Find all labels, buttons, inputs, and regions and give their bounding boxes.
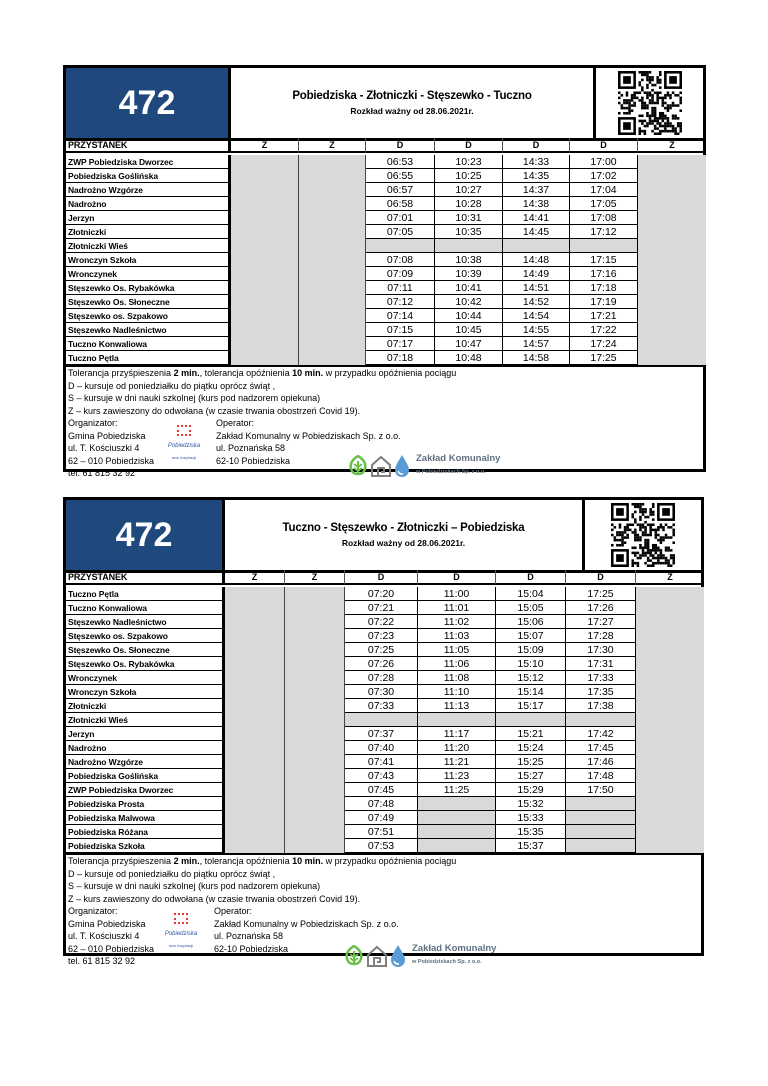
departure-time: 17:30 — [566, 643, 636, 657]
departure-time: 17:05 — [570, 197, 638, 211]
departure-time: 11:06 — [418, 657, 496, 671]
departure-time: 06:55 — [366, 169, 435, 183]
stop-row — [66, 351, 703, 365]
house-icon — [366, 945, 388, 967]
departure-time: 17:00 — [570, 155, 638, 169]
leaf-icon — [348, 455, 368, 477]
departure-time: 15:21 — [496, 727, 566, 741]
stop-name: Złotniczki — [66, 225, 231, 239]
departure-time: 10:39 — [435, 267, 503, 281]
stop-row — [66, 783, 701, 797]
no-departure-cell — [496, 713, 566, 727]
header-day-code: D — [503, 138, 570, 153]
stop-row — [66, 183, 703, 197]
departure-time: 11:20 — [418, 741, 496, 755]
route-title — [231, 68, 593, 138]
departure-time: 17:04 — [570, 183, 638, 197]
stop-row — [66, 629, 701, 643]
header-day-code: Z — [285, 570, 345, 585]
departure-time: 10:42 — [435, 295, 503, 309]
line-number-badge: 472 — [66, 500, 225, 570]
stop-name: Pobiedziska Różana — [66, 825, 225, 839]
departure-time: 17:18 — [570, 281, 638, 295]
departure-time: 07:33 — [345, 699, 418, 713]
departure-time: 07:11 — [366, 281, 435, 295]
qr-code[interactable] — [582, 500, 701, 570]
zaklad-komunalny-logo: Zakład Komunalny w Pobiedziskach Sp. z o.o. — [344, 943, 496, 968]
stop-row — [66, 601, 701, 615]
departure-time: 17:25 — [566, 587, 636, 601]
stop-row — [66, 727, 701, 741]
no-departure-cell — [503, 239, 570, 253]
departure-time: 07:15 — [366, 323, 435, 337]
route-name: Pobiedziska - Złotniczki - Stęszewko - Tuczno — [292, 90, 532, 102]
departure-time: 07:20 — [345, 587, 418, 601]
departure-time: 15:27 — [496, 769, 566, 783]
no-departure-cell — [566, 713, 636, 727]
departure-time: 15:14 — [496, 685, 566, 699]
departure-time: 10:47 — [435, 337, 503, 351]
stop-name: Stęszewko os. Szpakowo — [66, 629, 225, 643]
departure-time: 07:17 — [366, 337, 435, 351]
stop-name: ZWP Pobiedziska Dworzec — [66, 155, 231, 169]
stop-row — [66, 155, 703, 169]
stop-row — [66, 713, 701, 727]
departure-time: 17:21 — [570, 309, 638, 323]
departure-time: 17:24 — [570, 337, 638, 351]
header-day-code: D — [435, 138, 503, 153]
stop-name: Pobiedziska Goślińska — [66, 769, 225, 783]
departure-time: 07:12 — [366, 295, 435, 309]
departure-time: 14:38 — [503, 197, 570, 211]
departure-time: 10:27 — [435, 183, 503, 197]
stop-name: Tuczno Pętla — [66, 587, 225, 601]
departure-time: 14:52 — [503, 295, 570, 309]
qr-code[interactable] — [593, 68, 703, 138]
stop-row — [66, 267, 703, 281]
departure-time: 14:55 — [503, 323, 570, 337]
stop-row — [66, 587, 701, 601]
timetable-grid — [66, 138, 703, 479]
no-departure-cell — [418, 839, 496, 853]
no-departure-cell — [566, 839, 636, 853]
stop-name: Pobiedziska Malwowa — [66, 811, 225, 825]
departure-time: 06:53 — [366, 155, 435, 169]
header-day-code: Z — [225, 570, 285, 585]
departure-time: 17:27 — [566, 615, 636, 629]
departure-time: 14:41 — [503, 211, 570, 225]
no-departure-cell — [435, 239, 503, 253]
stop-name: Tuczno Konwaliowa — [66, 337, 231, 351]
departure-time: 14:48 — [503, 253, 570, 267]
departure-time: 07:40 — [345, 741, 418, 755]
stop-row — [66, 657, 701, 671]
departure-time: 11:25 — [418, 783, 496, 797]
stop-name: Złotniczki — [66, 699, 225, 713]
departure-time: 17:19 — [570, 295, 638, 309]
header-day-code: Z — [636, 570, 704, 585]
pobiedziska-logo-icon — [174, 913, 188, 924]
departure-time: 11:01 — [418, 601, 496, 615]
departure-time: 11:10 — [418, 685, 496, 699]
timetable-panel-return — [63, 497, 704, 967]
stop-row — [66, 211, 703, 225]
stop-row — [66, 295, 703, 309]
header-day-code: D — [570, 138, 638, 153]
timetable-grid — [66, 570, 701, 967]
header-day-code: Z — [638, 138, 706, 153]
departure-time: 17:42 — [566, 727, 636, 741]
departure-time: 15:07 — [496, 629, 566, 643]
water-drop-icon — [390, 944, 406, 968]
valid-from: Rozkład ważny od 28.06.2021r. — [350, 106, 474, 116]
departure-time: 07:21 — [345, 601, 418, 615]
legend-d: D – kursuje od poniedziałku do piątku oprócz świąt , — [68, 380, 276, 391]
header-stop-label: PRZYSTANEK — [66, 570, 225, 585]
departure-time: 17:46 — [566, 755, 636, 769]
stop-row — [66, 811, 701, 825]
stop-name: Stęszewko Nadleśnictwo — [66, 615, 225, 629]
header-day-code: D — [345, 570, 418, 585]
departure-time: 07:43 — [345, 769, 418, 783]
header-day-code: D — [496, 570, 566, 585]
departure-time: 07:41 — [345, 755, 418, 769]
stop-name: Jerzyn — [66, 727, 225, 741]
tolerance-note: Tolerancja przyśpieszenia 2 min., tolerancja opóźnienia 10 min. w przypadku opóźnienia pociągu — [68, 856, 457, 866]
no-departure-cell — [366, 239, 435, 253]
departure-time: 07:28 — [345, 671, 418, 685]
stop-row — [66, 323, 703, 337]
departure-time: 07:26 — [345, 657, 418, 671]
stop-name: Tuczno Konwaliowa — [66, 601, 225, 615]
timetable-panel-outbound — [63, 65, 706, 479]
leaf-icon — [344, 945, 364, 967]
departure-time: 07:09 — [366, 267, 435, 281]
stop-row — [66, 643, 701, 657]
no-departure-cell — [418, 811, 496, 825]
stop-row — [66, 169, 703, 183]
stop-name: Nadrożno Wzgórze — [66, 755, 225, 769]
departure-time: 11:23 — [418, 769, 496, 783]
stop-name: Nadrożno — [66, 741, 225, 755]
departure-time: 17:48 — [566, 769, 636, 783]
departure-time: 15:29 — [496, 783, 566, 797]
header-day-code: Z — [231, 138, 299, 153]
stop-row — [66, 769, 701, 783]
departure-time: 17:33 — [566, 671, 636, 685]
no-departure-cell — [566, 825, 636, 839]
departure-time: 15:32 — [496, 797, 566, 811]
qr-code-icon — [611, 503, 675, 567]
stop-name: Stęszewko Os. Rybakówka — [66, 657, 225, 671]
departure-time: 17:22 — [570, 323, 638, 337]
route-name: Tuczno - Stęszewko - Złotniczki – Pobiedziska — [282, 522, 525, 534]
zaklad-komunalny-logo: Zakład Komunalny w Pobiedziskach Sp. z o.o. — [348, 453, 500, 478]
operator-info: Operator: Zakład Komunalny w Pobiedziskach Sp. z o.o. ul. Poznańska 58 62-10 Pobiedziska — [214, 906, 399, 954]
timetable-header — [66, 500, 701, 573]
stop-name: Pobiedziska Szkoła — [66, 839, 225, 853]
stop-name: Stęszewko Os. Słoneczne — [66, 643, 225, 657]
departure-time: 10:23 — [435, 155, 503, 169]
departure-time: 07:22 — [345, 615, 418, 629]
departure-time: 10:44 — [435, 309, 503, 323]
departure-time: 10:35 — [435, 225, 503, 239]
departure-time: 17:31 — [566, 657, 636, 671]
stop-row — [66, 839, 701, 853]
departure-time: 17:35 — [566, 685, 636, 699]
departure-time: 15:24 — [496, 741, 566, 755]
departure-time: 07:23 — [345, 629, 418, 643]
stop-row — [66, 239, 703, 253]
departure-time: 06:58 — [366, 197, 435, 211]
departure-time: 07:05 — [366, 225, 435, 239]
stop-name: Nadrożno — [66, 197, 231, 211]
departure-time: 07:49 — [345, 811, 418, 825]
pobiedziska-logo: Pobiedziska moc inspiracji — [156, 909, 206, 953]
organizer-info: Organizator: Gmina Pobiedziska ul. T. Kościuszki 4 62 – 010 Pobiedziska tel. 61 815 32 92 — [68, 418, 155, 479]
stop-name: Nadrożno Wzgórze — [66, 183, 231, 197]
departure-time: 10:48 — [435, 351, 503, 365]
pobiedziska-logo-icon — [177, 425, 191, 436]
departure-time: 15:37 — [496, 839, 566, 853]
stop-row — [66, 309, 703, 323]
no-departure-cell — [345, 713, 418, 727]
departure-time: 14:51 — [503, 281, 570, 295]
stop-row — [66, 225, 703, 239]
legend-d: D – kursuje od poniedziałku do piątku oprócz świąt , — [68, 868, 276, 879]
qr-code-icon — [618, 71, 682, 135]
stop-row — [66, 281, 703, 295]
stop-name: Stęszewko Nadleśnictwo — [66, 323, 231, 337]
pobiedziska-logo: Pobiedziska moc inspiracji — [159, 421, 209, 465]
route-title — [225, 500, 582, 570]
no-departure-cell — [570, 239, 638, 253]
stop-name: Stęszewko os. Szpakowo — [66, 309, 231, 323]
stop-row — [66, 699, 701, 713]
departure-time: 07:51 — [345, 825, 418, 839]
departure-time: 14:58 — [503, 351, 570, 365]
stop-name: Jerzyn — [66, 211, 231, 225]
departure-time: 15:25 — [496, 755, 566, 769]
organizer-info: Organizator: Gmina Pobiedziska ul. T. Kościuszki 4 62 – 010 Pobiedziska tel. 61 815 32 92 — [68, 906, 155, 967]
no-departure-cell — [418, 825, 496, 839]
valid-from: Rozkład ważny od 28.06.2021r. — [341, 538, 466, 548]
no-departure-cell — [418, 797, 496, 811]
timetable-notes — [66, 365, 703, 479]
departure-time: 15:10 — [496, 657, 566, 671]
departure-time: 15:12 — [496, 671, 566, 685]
stop-name: Stęszewko Os. Rybakówka — [66, 281, 231, 295]
stop-name: ZWP Pobiedziska Dworzec — [66, 783, 225, 797]
departure-time: 17:16 — [570, 267, 638, 281]
timetable-notes — [66, 853, 701, 967]
departure-time: 10:38 — [435, 253, 503, 267]
header-day-code: Z — [299, 138, 366, 153]
departure-time: 07:53 — [345, 839, 418, 853]
departure-time: 15:09 — [496, 643, 566, 657]
departure-time: 11:02 — [418, 615, 496, 629]
legend-z: Z – kurs zawieszony do odwołana (w czasie trwania obostrzeń Covid 19). — [68, 893, 361, 904]
departure-time: 11:21 — [418, 755, 496, 769]
header-row — [66, 570, 701, 585]
stop-name: Pobiedziska Prosta — [66, 797, 225, 811]
departure-time: 11:08 — [418, 671, 496, 685]
departure-time: 14:37 — [503, 183, 570, 197]
departure-time: 15:35 — [496, 825, 566, 839]
departure-time: 07:08 — [366, 253, 435, 267]
departure-time: 17:02 — [570, 169, 638, 183]
departure-time: 11:03 — [418, 629, 496, 643]
departure-time: 06:57 — [366, 183, 435, 197]
header-day-code: D — [366, 138, 435, 153]
departure-time: 11:00 — [418, 587, 496, 601]
no-departure-cell — [566, 797, 636, 811]
stop-row — [66, 671, 701, 685]
house-icon — [370, 455, 392, 477]
stop-name: Wronczynek — [66, 671, 225, 685]
stop-name: Pobiedziska Goślińska — [66, 169, 231, 183]
departure-time: 17:26 — [566, 601, 636, 615]
departure-time: 15:04 — [496, 587, 566, 601]
stop-row — [66, 615, 701, 629]
departure-time: 15:06 — [496, 615, 566, 629]
stop-name: Wronczyn Szkoła — [66, 253, 231, 267]
departure-time: 17:15 — [570, 253, 638, 267]
header-day-code: D — [418, 570, 496, 585]
operator-info: Operator: Zakład Komunalny w Pobiedziskach Sp. z o.o. ul. Poznańska 58 62-10 Pobiedziska — [216, 418, 401, 466]
stop-name: Wronczyn Szkoła — [66, 685, 225, 699]
departure-time: 10:28 — [435, 197, 503, 211]
stop-name: Złotniczki Wieś — [66, 713, 225, 727]
legend-s: S – kursuje w dni nauki szkolnej (kurs pod nadzorem opiekuna) — [68, 881, 321, 892]
departure-time: 07:14 — [366, 309, 435, 323]
stop-row — [66, 337, 703, 351]
departure-time: 15:05 — [496, 601, 566, 615]
departure-time: 07:48 — [345, 797, 418, 811]
header-row — [66, 138, 703, 153]
stop-name: Tuczno Pętla — [66, 351, 231, 365]
departure-time: 11:17 — [418, 727, 496, 741]
departure-time: 14:54 — [503, 309, 570, 323]
departure-time: 17:25 — [570, 351, 638, 365]
departure-time: 17:38 — [566, 699, 636, 713]
departure-time: 17:50 — [566, 783, 636, 797]
departure-time: 11:05 — [418, 643, 496, 657]
departure-time: 14:45 — [503, 225, 570, 239]
no-departure-cell — [418, 713, 496, 727]
departure-time: 14:57 — [503, 337, 570, 351]
stop-row — [66, 825, 701, 839]
stop-row — [66, 685, 701, 699]
departure-time: 10:45 — [435, 323, 503, 337]
departure-time: 07:37 — [345, 727, 418, 741]
stop-row — [66, 741, 701, 755]
departure-time: 14:35 — [503, 169, 570, 183]
departure-time: 10:31 — [435, 211, 503, 225]
header-stop-label: PRZYSTANEK — [66, 138, 231, 153]
water-drop-icon — [394, 454, 410, 478]
departure-time: 14:33 — [503, 155, 570, 169]
stop-row — [66, 755, 701, 769]
departure-time: 17:08 — [570, 211, 638, 225]
departure-time: 15:17 — [496, 699, 566, 713]
departure-time: 07:30 — [345, 685, 418, 699]
stop-name: Stęszewko Os. Słoneczne — [66, 295, 231, 309]
header-day-code: D — [566, 570, 636, 585]
departure-time: 17:28 — [566, 629, 636, 643]
timetable-header — [66, 68, 703, 141]
departure-time: 14:49 — [503, 267, 570, 281]
departure-time: 10:25 — [435, 169, 503, 183]
stop-name: Wronczynek — [66, 267, 231, 281]
stop-row — [66, 197, 703, 211]
departure-time: 07:25 — [345, 643, 418, 657]
stop-name: Złotniczki Wieś — [66, 239, 231, 253]
tolerance-note: Tolerancja przyśpieszenia 2 min., tolerancja opóźnienia 10 min. w przypadku opóźnienia pociągu — [68, 368, 457, 378]
departure-time: 17:12 — [570, 225, 638, 239]
line-number-badge: 472 — [66, 68, 231, 138]
legend-z: Z – kurs zawieszony do odwołana (w czasie trwania obostrzeń Covid 19). — [68, 405, 361, 416]
departure-time: 07:45 — [345, 783, 418, 797]
departure-time: 07:01 — [366, 211, 435, 225]
stop-row — [66, 253, 703, 267]
departure-time: 07:18 — [366, 351, 435, 365]
departure-time: 15:33 — [496, 811, 566, 825]
stop-row — [66, 797, 701, 811]
departure-time: 11:13 — [418, 699, 496, 713]
legend-s: S – kursuje w dni nauki szkolnej (kurs pod nadzorem opiekuna) — [68, 393, 321, 404]
departure-time: 17:45 — [566, 741, 636, 755]
departure-time: 10:41 — [435, 281, 503, 295]
no-departure-cell — [566, 811, 636, 825]
